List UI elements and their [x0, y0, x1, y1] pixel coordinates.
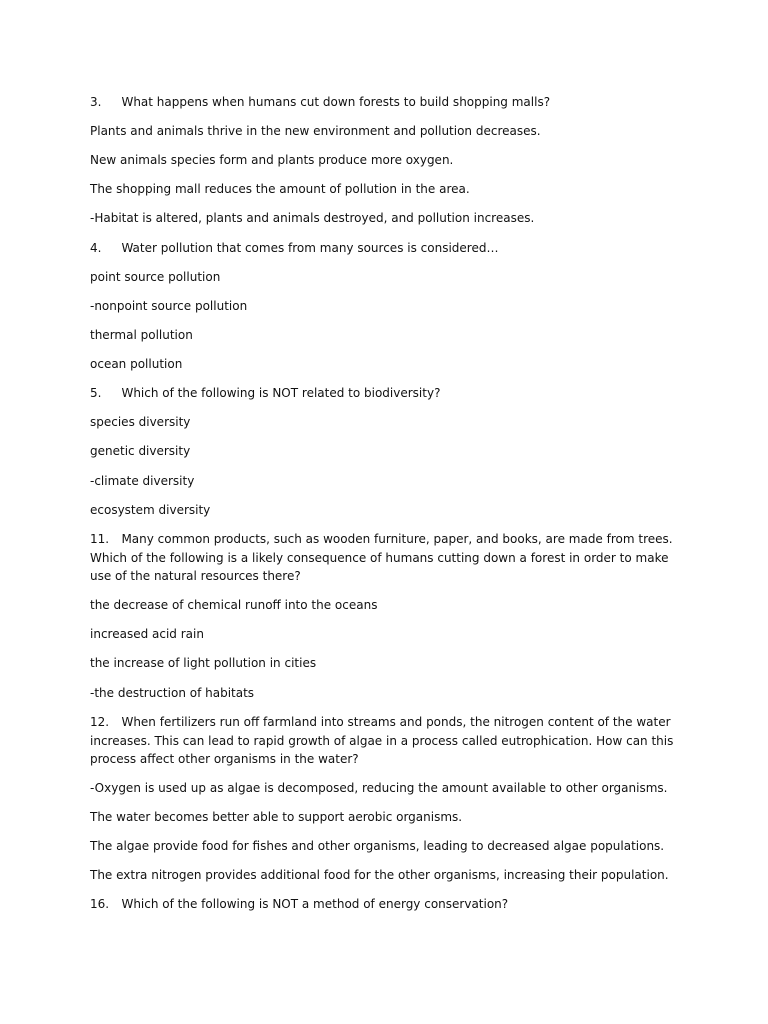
question-text: Water pollution that comes from many sources is considered… — [121, 241, 499, 255]
question-text: When fertilizers run off farmland into streams and ponds, the nitrogen content of the water increases. This can lead to rapid growth of algae in a process called eutrophication. How can this process affect other organisms in the water? — [90, 715, 674, 766]
question-16 — [90, 895, 728, 914]
answer-option-correct: -climate diversity — [90, 474, 195, 488]
answer-option: The water becomes better able to support aerobic organisms. — [90, 810, 463, 824]
question-5 — [90, 384, 728, 403]
question-text: Many common products, such as wooden furniture, paper, and books, are made from trees. Which of the following is a likely consequence of humans cutting down a forest in order to make use of the natural resources there? — [90, 532, 673, 583]
answer-option: ocean pollution — [90, 357, 183, 371]
answer-option-correct: -the destruction of habitats — [90, 686, 255, 700]
question-number: 11. — [90, 532, 110, 546]
question-number: 5. — [90, 386, 102, 400]
question-text: What happens when humans cut down forests to build shopping malls? — [121, 95, 551, 109]
question-3 — [90, 93, 728, 112]
question-number: 12. — [90, 715, 110, 729]
answer-option: The shopping mall reduces the amount of pollution in the area. — [90, 182, 470, 196]
answer-option: the decrease of chemical runoff into the oceans — [90, 598, 378, 612]
question-text: Which of the following is NOT related to biodiversity? — [121, 386, 441, 400]
question-4 — [90, 239, 728, 258]
question-number: 3. — [90, 95, 102, 109]
answer-option-correct: -Oxygen is used up as algae is decomposed, reducing the amount available to other organisms. — [90, 781, 668, 795]
answer-option: genetic diversity — [90, 444, 191, 458]
question-12 — [90, 713, 690, 769]
question-11 — [90, 530, 690, 586]
answer-option-correct: -Habitat is altered, plants and animals destroyed, and pollution increases. — [90, 211, 535, 225]
answer-option: the increase of light pollution in cities — [90, 656, 317, 670]
question-text: Which of the following is NOT a method of energy conservation? — [121, 897, 509, 911]
answer-option: increased acid rain — [90, 627, 204, 641]
answer-option: The extra nitrogen provides additional food for the other organisms, increasing their population. — [90, 868, 669, 882]
answer-option: The algae provide food for fishes and other organisms, leading to decreased algae populations. — [90, 839, 665, 853]
answer-option: Plants and animals thrive in the new environment and pollution decreases. — [90, 124, 541, 138]
answer-option: New animals species form and plants produce more oxygen. — [90, 153, 454, 167]
answer-option-correct: -nonpoint source pollution — [90, 299, 248, 313]
answer-option: point source pollution — [90, 270, 221, 284]
answer-option: ecosystem diversity — [90, 503, 211, 517]
question-number: 4. — [90, 241, 102, 255]
answer-option: thermal pollution — [90, 328, 193, 342]
question-number: 16. — [90, 897, 110, 911]
answer-option: species diversity — [90, 415, 191, 429]
